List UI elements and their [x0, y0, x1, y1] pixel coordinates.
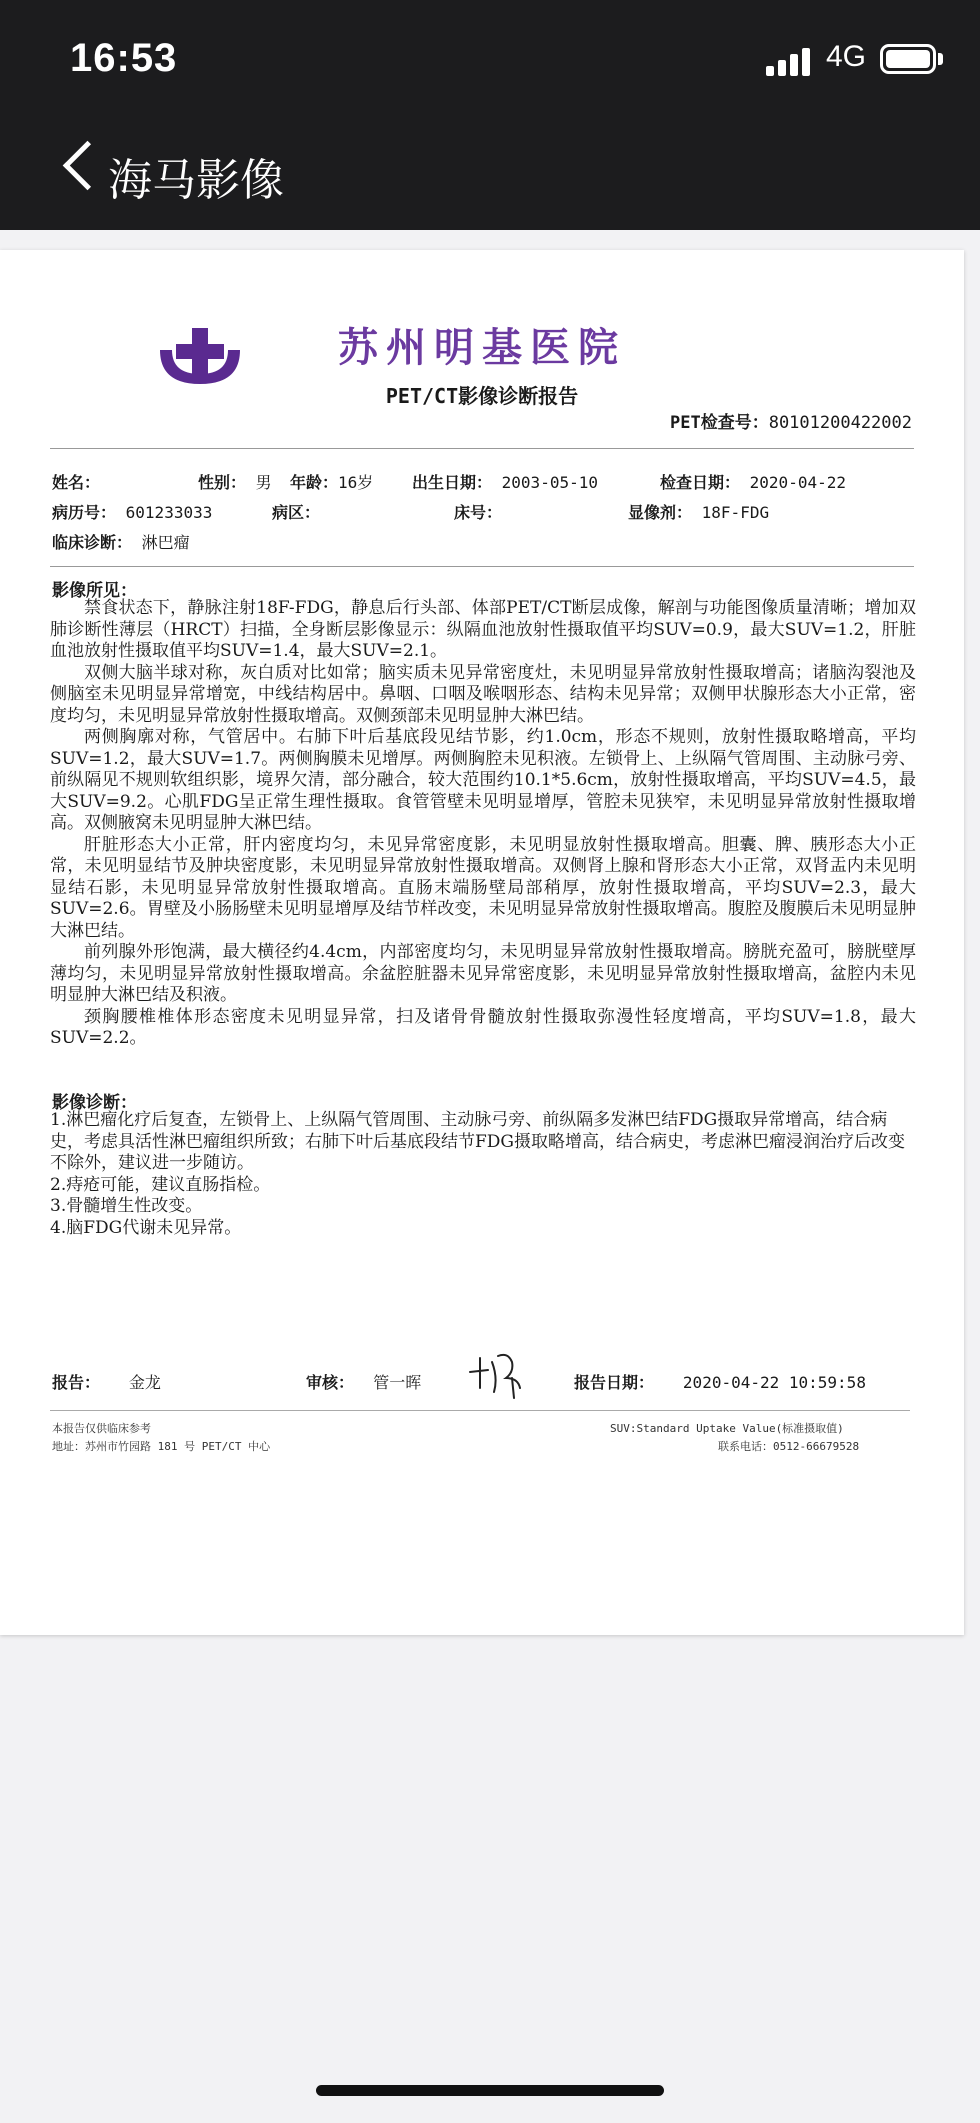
- diagnosis-item: 4.脑FDG代谢未见异常。: [50, 1217, 242, 1238]
- patient-name: [52, 470, 100, 493]
- ward-label: 病区：: [272, 503, 321, 522]
- back-button[interactable]: 海马影像: [108, 155, 284, 206]
- footer-phone: 联系电话：0512-66679528: [718, 1440, 860, 1453]
- diagnosis-title: 影像诊断：: [52, 1093, 137, 1113]
- clinical-label: 临床诊断：: [52, 533, 133, 552]
- reviewer-label: 审核：: [306, 1373, 355, 1392]
- report-date: [574, 1370, 866, 1393]
- findings-paragraph: 两侧胸廓对称，气管居中。右肺下叶后基底段见结节影，约1.0cm，形态不规则，放射性摄取略增高，平均SUV=1.2，最大SUV=1.7。两侧胸膜未见增厚。两侧胸腔未见积液。左锁骨上、上纵隔气管周围、主动脉弓旁、前纵隔见不规则软组织影，境界欠清，部分融合，较大范围约10.1*5.6cm，放射性摄取增高，平均SUV=4.5，最大SUV=9.2。心肌FDG呈正常生理性摄取。食管管壁未见明显增厚，管腔未见狭窄，未见明显异常放射性摄取增高。双侧腋窝未见明显肿大淋巴结。: [50, 727, 916, 833]
- bed: [454, 500, 502, 523]
- patient-sex: [198, 470, 272, 493]
- pet-no-label: PET检查号：: [669, 413, 769, 433]
- report-page: [0, 250, 964, 1635]
- report-date-value: 2020-04-22 10:59:58: [682, 1373, 866, 1392]
- reporter: [52, 1370, 161, 1393]
- reviewer-signature-icon: [468, 1348, 528, 1400]
- network-label: 4G: [826, 40, 867, 73]
- sex-label: 性别：: [198, 473, 247, 492]
- top-bar: [0, 0, 980, 230]
- battery-icon: [880, 44, 936, 74]
- findings-paragraph: 禁食状态下，静脉注射18F-FDG，静息后行头部、体部PET/CT断层成像，解剖与功能图像质量清晰；增加双肺诊断性薄层（HRCT）扫描，全身断层影像显示：纵隔血池放射性摄取值平均SUV=0.9，最大SUV=1.2，肝脏血池放射性摄取值平均SUV=1.4，最大SUV=2.1。: [50, 598, 916, 661]
- reporter-label: 报告：: [52, 1373, 101, 1392]
- header-divider: [50, 448, 914, 449]
- agent-value: 18F-FDG: [701, 503, 770, 522]
- battery-tip: [938, 53, 943, 65]
- report-date-label: 报告日期：: [574, 1373, 655, 1392]
- ward: [272, 500, 320, 523]
- findings-paragraph: 双侧大脑半球对称，灰白质对比如常；脑实质未见异常密度灶，未见明显异常放射性摄取增高；诸脑沟裂池及侧脑室未见明显异常增宽，中线结构居中。鼻咽、口咽及喉咽形态、结构未见异常；双侧甲状腺形态大小正常，密度均匀，未见明显异常放射性摄取增高。双侧颈部未见明显肿大淋巴结。: [50, 662, 916, 726]
- back-chevron-icon[interactable]: [63, 141, 112, 190]
- findings-paragraph: 肝脏形态大小正常，肝内密度均匀，未见异常密度影，未见明显放射性摄取增高。胆囊、脾、胰形态大小正常，未见明显结节及肿块密度影，未见明显异常放射性摄取增高。双侧肾上腺和肾形态大小正常，双肾盂内未见明显结石影，未见明显异常放射性摄取增高。直肠末端肠壁局部稍厚，放射性摄取增高，平均SUV=2.3，最大SUV=2.6。胃壁及小肠肠壁未见明显增厚及结节样改变，未见明显异常放射性摄取增高。腹腔及腹膜后未见明显肿大淋巴结。: [50, 834, 916, 941]
- footer-divider: [50, 1410, 910, 1411]
- reviewer-value: 管一晖: [373, 1373, 422, 1392]
- agent-label: 显像剂：: [628, 503, 693, 522]
- findings-body: [50, 598, 916, 1050]
- patient-age: [290, 470, 373, 493]
- dob-label: 出生日期：: [412, 473, 493, 492]
- reviewer: [306, 1370, 421, 1393]
- age-label: 年龄：: [290, 473, 339, 492]
- imaging-agent: [628, 500, 769, 523]
- footer-note: 本报告仅供临床参考: [52, 1422, 151, 1435]
- diagnosis-item: 2.痔疮可能，建议直肠指检。: [50, 1174, 271, 1195]
- findings-paragraph: 前列腺外形饱满，最大横径约4.4cm，内部密度均匀，未见明显异常放射性摄取增高。膀胱充盈可，膀胱壁厚薄均匀，未见明显异常放射性摄取增高。余盆腔脏器未见异常密度影，未见明显异常放射性摄取增高，盆腔内未见明显肿大淋巴结及积液。: [50, 942, 916, 1005]
- diagnosis-item: 1.淋巴瘤化疗后复查，左锁骨上、上纵隔气管周围、主动脉弓旁、前纵隔多发淋巴结FDG摄取异常增高，结合病史，考虑具活性淋巴瘤组织所致；右肺下叶后基底段结节FDG摄取略增高，结合病史，考虑淋巴瘤浸润治疗后改变不除外，建议进一步随访。: [50, 1110, 906, 1173]
- findings-paragraph: 颈胸腰椎椎体形态密度未见明显异常，扫及诸骨骨髓放射性摄取弥漫性轻度增高，平均SUV=1.8，最大SUV=2.2。: [50, 1006, 916, 1048]
- record-number: [52, 500, 212, 523]
- footer-suv: SUV:Standard Uptake Value(标准摄取值): [610, 1422, 844, 1435]
- exam-date: [660, 470, 846, 493]
- report-title: PET/CT影像诊断报告: [385, 384, 579, 408]
- home-indicator[interactable]: [316, 2085, 664, 2096]
- reporter-value: 金龙: [128, 1373, 161, 1392]
- sex-value: 男: [255, 473, 272, 492]
- footer-address: 地址：苏州市竹园路 181 号 PET/CT 中心: [52, 1440, 271, 1453]
- hospital-name: 苏州明基医院: [338, 324, 626, 371]
- exam-date-label: 检查日期：: [660, 473, 741, 492]
- pet-no-value: 80101200422002: [768, 413, 912, 433]
- signal-icon: [766, 46, 814, 76]
- name-label: 姓名：: [52, 473, 101, 492]
- diagnosis-list: [50, 1110, 916, 1239]
- pet-exam-number: [670, 408, 912, 433]
- clinical-diagnosis: [52, 530, 190, 553]
- record-value: 601233033: [125, 503, 213, 522]
- diagnosis-item: 3.骨髓增生性改变。: [50, 1196, 203, 1216]
- clinical-value: 淋巴瘤: [141, 533, 190, 552]
- bed-label: 床号：: [454, 503, 503, 522]
- dob-value: 2003-05-10: [501, 473, 598, 492]
- status-time: 16:53: [70, 36, 178, 80]
- findings-title: 影像所见：: [52, 581, 137, 601]
- patient-divider: [50, 566, 914, 567]
- record-label: 病历号：: [52, 503, 117, 522]
- age-value: 16岁: [338, 473, 374, 492]
- exam-date-value: 2020-04-22: [749, 473, 846, 492]
- patient-dob: [412, 470, 598, 493]
